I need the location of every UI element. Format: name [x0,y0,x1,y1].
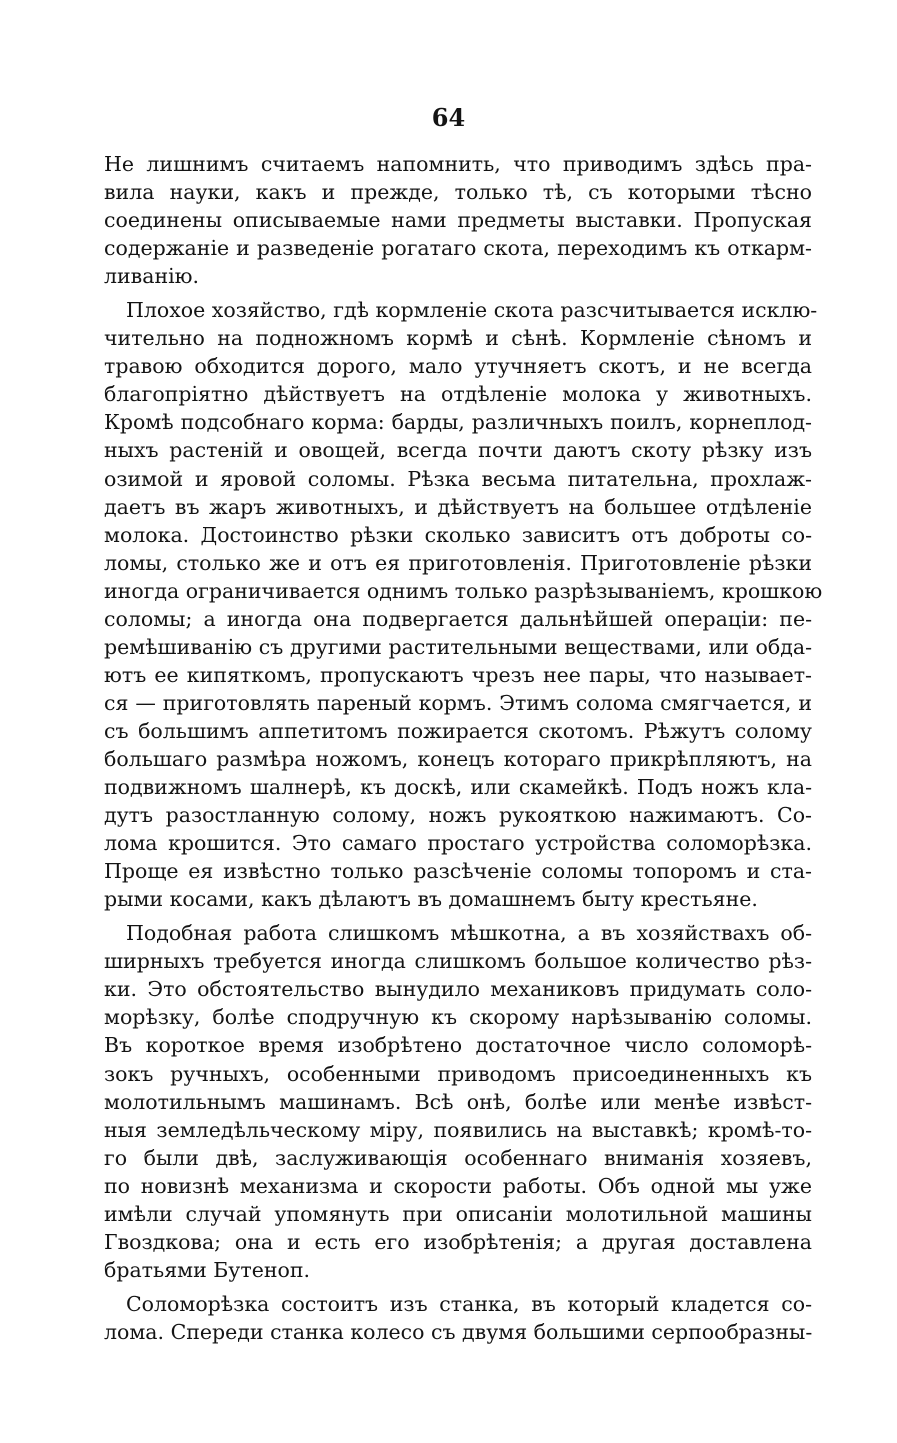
text-line: ливанію. [104,264,200,289]
text-line: лома. Спереди станка колесо съ двумя большими серпообразны- [104,1319,813,1344]
text-line: ся — приготовлять пареный кормъ. Этимъ солома смягчается, и [104,690,812,715]
text-line: рыми косами, какъ дѣлаютъ въ домашнемъ быту крестьяне. [104,887,758,912]
text-line: ремѣшиванію съ другими растительными веществами, или обда- [104,634,812,659]
text-line: озимой и яровой соломы. Рѣзка весьма питательна, прохлаж- [104,466,812,491]
text-line: Не лишнимъ считаемъ напомнить, что приводимъ здѣсь пра- [104,152,812,176]
text-line: ки. Это обстоятельство вынудило механиковъ придумать соло- [104,977,812,1002]
text-line: большаго размѣра ножомъ, конецъ котораго прикрѣпляютъ, на [104,746,812,771]
text-line: Гвоздкова; она и есть его изобрѣтенія; а другая доставлена [104,1229,812,1254]
text-line: благопріятно дѣйствуетъ на отдѣленіе молока у животныхъ. [104,382,812,407]
text-line: Въ короткое время изобрѣтено достаточное число соломорѣ- [104,1033,812,1058]
text-line: содержаніе и разведеніе рогатаго скота, переходимъ къ откарм- [104,236,812,261]
text-line: подвижномъ шалнерѣ, къ доскѣ, или скамейкѣ. Подъ ножъ кла- [104,775,812,800]
text-body [104,150,823,1346]
text-line: Кромѣ подсобнаго корма: барды, различныхъ поилъ, корнеплод- [104,410,812,435]
text-line: го были двѣ, заслуживающія особеннаго вниманія хозяевъ, [104,1145,812,1170]
text-line: Проще ея извѣстно только разсѣченіе соломы топоромъ и ста- [104,859,812,884]
text-line: Плохое хозяйство, гдѣ кормленіе скота разсчитывается исклю- [126,298,818,323]
text-line: Соломорѣзка состоитъ изъ станка, въ который кладется со- [126,1291,812,1316]
text-line: дутъ разостланную солому, ножъ рукояткою нажимаютъ. Со- [104,803,812,828]
text-line: ломы, столько же и отъ ея приготовленія. Приготовленіе рѣзки [104,550,812,575]
text-line: Подобная работа слишкомъ мѣшкотна, а въ хозяйствахъ об- [126,921,812,946]
text-line: даетъ въ жаръ животныхъ, и дѣйствуетъ на большее отдѣленіе [104,494,812,519]
text-line: ныхъ растеній и овощей, всегда почти даютъ скоту рѣзку изъ [104,438,812,463]
text-line: лома крошится. Это самаго простаго устройства соломорѣзка. [104,831,812,856]
text-line: по новизнѣ механизма и скорости работы. Объ одной мы уже [104,1173,812,1198]
text-line: ютъ ее кипяткомъ, пропускаютъ чрезъ нее пары, что называет- [104,662,812,687]
text-line: соломы; а иногда она подвергается дальнѣйшей операціи: пе- [104,606,812,631]
text-line: имѣли случай упомянуть при описаніи молотильной машины [104,1201,812,1226]
page-number: 64 [431,103,466,132]
text-line: иногда ограничивается однимъ только разрѣзываніемъ, крошкою [104,578,823,603]
text-line: чительно на подножномъ кормѣ и сѣнѣ. Кормленіе сѣномъ и [104,326,812,351]
text-line: ширныхъ требуется иногда слишкомъ большое количество рѣз- [104,949,812,974]
text-line: зокъ ручныхъ, особенными приводомъ присоединенныхъ къ [104,1061,812,1086]
text-line: морѣзку, болѣе сподручную къ скорому нарѣзыванію соломы. [104,1005,812,1030]
text-line: съ большимъ аппетитомъ пожирается скотомъ. Рѣжутъ солому [104,718,812,743]
text-line: ныя земледѣльческому міру, появились на выставкѣ; кромѣ-то- [104,1117,812,1142]
text-line: вила науки, какъ и прежде, только тѣ, съ которыми тѣсно [104,180,812,205]
text-line: братьями Бутеноп. [104,1257,311,1282]
text-line: травою обходится дорого, мало утучняетъ скотъ, и не всегда [104,354,812,379]
text-line: соединены описываемые нами предметы выставки. Пропуская [104,208,812,233]
text-line: молотильнымъ машинамъ. Всѣ онѣ, болѣе или менѣе извѣст- [104,1089,812,1114]
text-line: молока. Достоинство рѣзки сколько зависитъ отъ доброты со- [104,522,812,547]
